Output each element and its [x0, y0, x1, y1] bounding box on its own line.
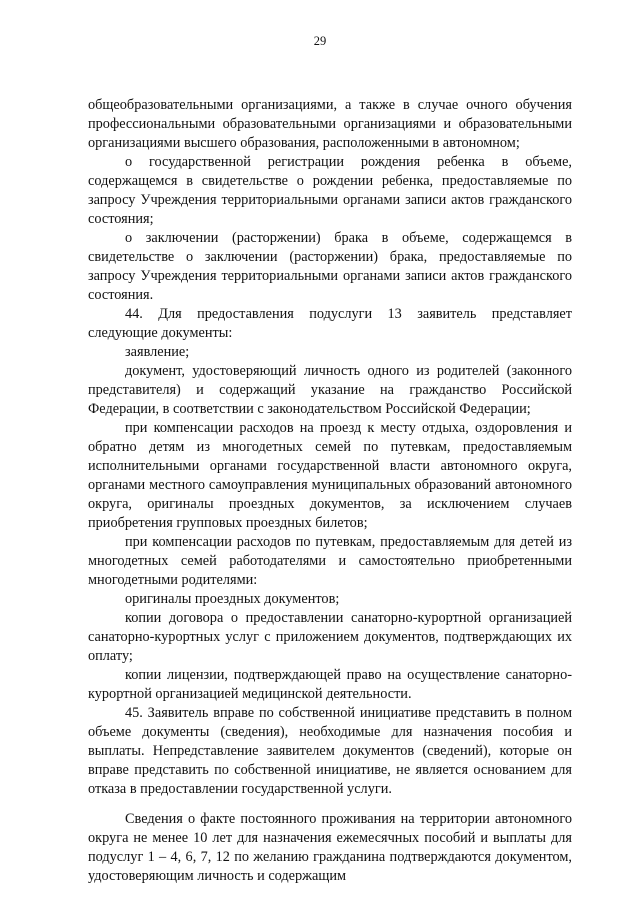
paragraph-travel-originals: оригиналы проездных документов; — [125, 591, 340, 607]
paragraph-item-45: 45. Заявитель вправе по собственной инициативе представить в полном объеме документы (сведения), необходимые для назначения пособия и выплаты. Непредставление заявителем документов (сведений), которые он вправе представить по собственной инициативе, не является основанием для отказа в предоставлении государственной услуги. — [88, 705, 572, 797]
paragraph-application: заявление; — [125, 344, 190, 360]
paragraph-residence-info: Сведения о факте постоянного проживания на территории автономного округа не менее 10 лет для назначения ежемесячных пособий и выплаты для подуслуг 1 – 4, 6, 7, 12 по желанию гражданина подтверждаются документом, удостоверяющим личность и содержащим — [88, 811, 572, 884]
paragraph-travel-compensation: при компенсации расходов на проезд к месту отдыха, оздоровления и обратно детям из многодетных семей по путевкам, предоставляемым исполнительными органами государственной власти автономного округа, органами местного самоуправления муниципальных образований автономного округа, оригиналы проездных документов, за исключением случаев приобретения групповых проездных билетов; — [88, 420, 572, 531]
paragraph-birth-registration: о государственной регистрации рождения ребенка в объеме, содержащемся в свидетельстве о рождении ребенка, предоставляемые по запросу Учреждения территориальными органами записи актов гражданского состояния; — [88, 154, 572, 227]
paragraph-license-copies: копии лицензии, подтверждающей право на осуществление санаторно-курортной организацией медицинской деятельности. — [88, 667, 572, 702]
paragraph-continuation: общеобразовательными организациями, а также в случае очного обучения профессиональными образовательными организациями и образовательными организациями высшего образования, расположенными в автономном; — [88, 97, 572, 151]
paragraph-identity-document: документ, удостоверяющий личность одного из родителей (законного представителя) и содержащий указание на гражданство Российской Федерации, в соответствии с законодательством Российской Федерации; — [88, 363, 572, 417]
paragraph-contract-copies: копии договора о предоставлении санаторно-курортной организацией санаторно-курортных услуг с приложением документов, подтверждающих их оплату; — [88, 610, 572, 664]
paragraph-item-44: 44. Для предоставления подуслуги 13 заявитель представляет следующие документы: — [88, 306, 572, 341]
document-body — [88, 96, 572, 886]
paragraph-marriage: о заключении (расторжении) брака в объеме, содержащемся в свидетельстве о заключении (расторжении) брака, предоставляемые по запросу Учреждения территориальными органами записи актов гражданского состояния. — [88, 230, 572, 303]
paragraph-voucher-compensation: при компенсации расходов по путевкам, предоставляемым для детей из многодетных семей работодателями и самостоятельно приобретенными многодетными родителями: — [88, 534, 572, 588]
page-number: 29 — [313, 34, 327, 48]
